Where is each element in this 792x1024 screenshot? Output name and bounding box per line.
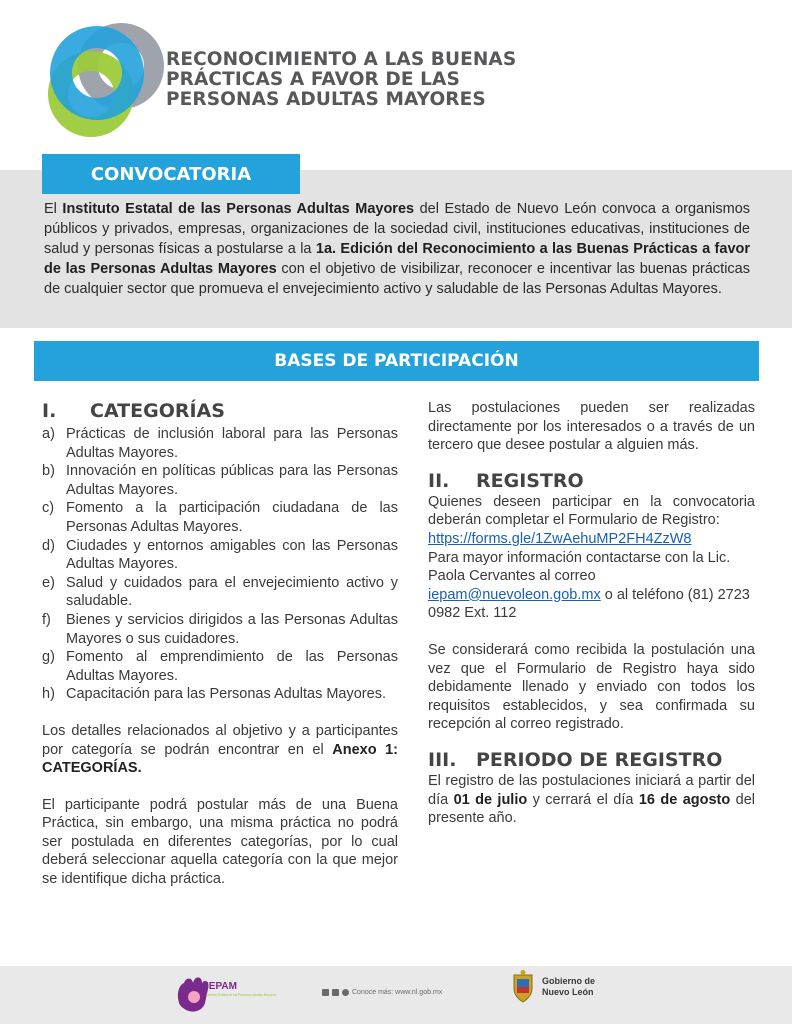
item-letter: g)	[42, 649, 55, 666]
periodo-heading	[428, 748, 755, 772]
periodo-text: y cerrará el día	[527, 791, 639, 808]
title-line: PERSONAS ADULTAS MAYORES	[166, 89, 486, 110]
start-date: 01 de julio	[453, 791, 528, 808]
item-text: Fomento al emprendimiento de las Personas Adultas Mayores.	[66, 649, 398, 684]
item-text: Bienes y servicios dirigidos a las Personas Adultas Mayores o sus cuidadores.	[66, 611, 398, 647]
registro-text: Quienes deseen participar en la convocatoria deberán completar el Formulario de Registro:	[428, 493, 755, 529]
section-number: III.	[428, 748, 457, 771]
detalles-text: Los detalles relacionados al objetivo y a participantes por categoría se podrán encontrar en el	[42, 722, 398, 758]
intro-text: con el objetivo de visibilizar, reconocer e incentivar las buenas prácticas de cualquier sector que promueva el envejecimiento activo y saludable de las Personas Adultas Mayores.	[44, 261, 750, 297]
gobierno-line: Nuevo León	[542, 987, 594, 997]
coat-of-arms-icon	[510, 969, 536, 1005]
item-text: Prácticas de inclusión laboral para las Personas Adultas Mayores.	[66, 426, 398, 461]
postulaciones-paragraph: Las postulaciones pueden ser realizadas directamente por los interesados o a través de un tercero que desee postular a alguien más.	[428, 400, 755, 454]
list-item	[42, 685, 398, 704]
list-item	[42, 499, 398, 536]
convocatoria-heading: CONVOCATORIA	[42, 154, 300, 194]
iepam-name: IEPAM	[206, 981, 237, 992]
detalles-paragraph	[42, 722, 398, 778]
participante-paragraph: El participante podrá postular más de una Buena Práctica, sin embargo, una misma práctica no podrá ser postulada en diferentes categorías, por lo cual deberá seleccionar aquella categoría con la que mejor se identifique dicha práctica.	[42, 796, 398, 888]
facebook-icon[interactable]	[322, 989, 329, 996]
title-line: RECONOCIMIENTO A LAS BUENAS	[166, 49, 517, 70]
item-letter: h)	[42, 686, 55, 703]
item-letter: f)	[42, 611, 51, 628]
right-column	[428, 399, 755, 828]
item-letter: d)	[42, 537, 55, 554]
intro-text: El	[44, 201, 63, 217]
item-text: Ciudades y entornos amigables con las Personas Adultas Mayores.	[66, 537, 398, 573]
gobierno-text	[542, 976, 595, 998]
bases-heading: BASES DE PARTICIPACIÓN	[34, 341, 759, 381]
recibida-paragraph: Se considerará como recibida la postulación una vez que el Formulario de Registro haya sido debidamente llenado y enviado con todos los requisitos establecidos, y sea confirmada su recepción al correo registrado.	[428, 641, 755, 733]
end-date: 16 de agosto	[638, 791, 731, 808]
section-title: CATEGORÍAS	[90, 400, 225, 422]
item-text: Capacitación para las Personas Adultas Mayores.	[66, 686, 386, 703]
twitter-icon[interactable]	[332, 989, 339, 996]
intro-edition: 1a. Edición del Reconocimiento a las Buenas Prácticas a favor de las Personas Adultas Mayores	[44, 241, 751, 277]
contact-text: Para mayor información contactarse con la Lic. Paola Cervantes al correo	[428, 549, 731, 585]
item-letter: e)	[42, 574, 55, 591]
periodo-text: del presente año.	[428, 791, 755, 827]
iepam-subtitle: Instituto Estatal de las Personas Adultas Mayores	[206, 993, 276, 997]
item-letter: c)	[42, 500, 55, 517]
page-title	[166, 50, 516, 110]
item-text: Fomento a la participación ciudadana de las Personas Adultas Mayores.	[66, 500, 398, 535]
form-link[interactable]: https://forms.gle/1ZwAehuMP2FH4ZzW8	[428, 530, 692, 547]
anexo-reference: Anexo 1: CATEGORÍAS.	[42, 741, 398, 777]
intro-text: del Estado de Nuevo León convoca a organismos públicos y privados, empresas, organizaciones de la sociedad civil, instituciones educativas, instituciones de salud y personas físicas a postularse a la	[44, 201, 751, 257]
periodo-paragraph	[428, 772, 755, 828]
website-text: Conoce más: www.nl.gob.mx	[352, 989, 443, 996]
section-title: PERIODO DE REGISTRO	[476, 748, 723, 771]
gobierno-line: Gobierno de	[542, 976, 596, 986]
list-item	[42, 425, 398, 462]
section-title: REGISTRO	[476, 469, 584, 492]
section-number: I.	[42, 400, 57, 422]
gobierno-logo	[510, 969, 595, 1005]
list-item	[42, 462, 398, 499]
instagram-icon[interactable]	[342, 989, 349, 996]
list-item	[42, 611, 398, 648]
iepam-hand-icon	[172, 969, 276, 1019]
item-text: Salud y cuidados para el envejecimiento activo y saludable.	[66, 574, 398, 610]
periodo-text: El registro de las postulaciones iniciará a partir del día	[428, 772, 755, 808]
iepam-logo	[172, 969, 276, 1019]
left-column	[42, 399, 398, 889]
item-letter: b)	[42, 463, 55, 480]
categories-list	[42, 425, 398, 704]
list-item	[42, 648, 398, 685]
list-item	[42, 537, 398, 574]
intro-paragraph	[44, 199, 750, 299]
registro-heading	[428, 469, 755, 493]
item-text: Innovación en políticas públicas para las Personas Adultas Mayores.	[66, 463, 398, 498]
section-number: II.	[428, 469, 450, 492]
phone-text: o al teléfono (81) 2723 0982 Ext. 112	[428, 586, 750, 622]
social-links	[322, 989, 442, 996]
title-line: PRÁCTICAS A FAVOR DE LAS	[166, 69, 460, 90]
email-link[interactable]: iepam@nuevoleon.gob.mx	[428, 586, 601, 603]
intro-institute: Instituto Estatal de las Personas Adultas Mayores	[62, 201, 415, 217]
list-item	[42, 574, 398, 611]
reconocimiento-logo	[35, 18, 165, 146]
item-letter: a)	[42, 426, 55, 442]
categorias-heading	[42, 399, 398, 423]
contact-line	[428, 586, 755, 623]
